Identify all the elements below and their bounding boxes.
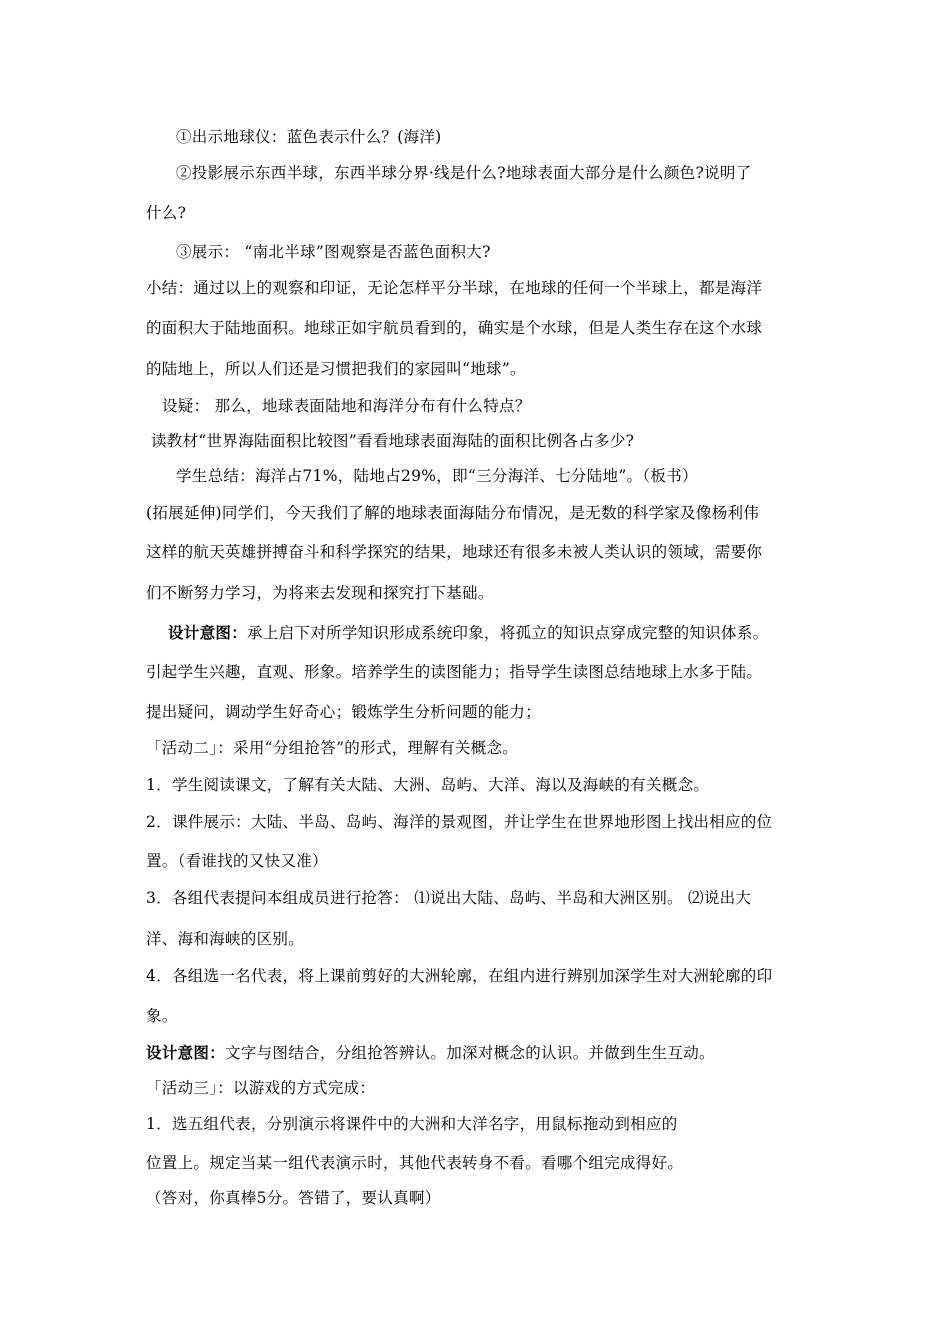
text-line: 置。（看谁找的又快又准）: [146, 852, 328, 870]
text-line: 的面积大于陆地面积。地球正如宇航员看到的，确实是个水球，但是人类生存在这个水球: [146, 319, 763, 337]
text-line: 小结：通过以上的观察和印证，无论怎样平分半球，在地球的任何一个半球上，都是海洋: [146, 279, 763, 297]
text-line: 位置上。规定当某一组代表演示时，其他代表转身不看。看哪个组完成得好。: [146, 1154, 684, 1172]
text-line: 读教材“世界海陆面积比较图”看看地球表面海陆的面积比例各占多少?: [151, 432, 635, 450]
text-line: 学生总结：海洋占71%，陆地占29%，即“三分海洋、七分陆地”。（板书）: [176, 467, 698, 485]
design-intent-text: 文字与图结合，分组抢答辨认。加深对概念的认识。并做到生生互动。: [225, 1044, 715, 1062]
text-line: 提出疑问，调动学生好奇心；锻炼学生分析问题的能力；: [146, 703, 542, 721]
activity-heading: 「活动三」：以游戏的方式完成：: [146, 1079, 376, 1097]
text-line: ②投影展示东西半球，东西半球分界·线是什么?地球表面大部分是什么颜色?说明了: [176, 164, 752, 182]
text-line: ①出示地球仪：蓝色表示什么？(海洋): [176, 128, 442, 146]
design-intent-label: 设计意图：: [146, 1043, 226, 1062]
design-intent-text: 承上启下对所学知识形成系统印象，将孤立的知识点穿成完整的知识体系。: [247, 624, 769, 642]
text-line: 设疑： 那么，地球表面陆地和海洋分布有什么特点？: [162, 397, 531, 415]
text-line: 引起学生兴趣，直观、形象。培养学生的读图能力；指导学生读图总结地球上水多于陆。: [146, 663, 763, 681]
text-line: (拓展延伸)同学们，今天我们了解的地球表面海陆分布情况，是无数的科学家及像杨利伟: [146, 504, 760, 522]
text-line: 洋、海和海峡的区别。: [146, 930, 305, 948]
text-line: （答对，你真棒5分。答错了，要认真啊）: [146, 1189, 441, 1207]
list-item: 1．选五组代表，分别演示将课件中的大洲和大洋名字，用鼠标拖动到相应的: [146, 1115, 678, 1133]
activity-heading: 「活动二」：采用“分组抢答”的形式，理解有关概念。: [146, 739, 519, 757]
list-item: 1．学生阅读课文，了解有关大陆、大洲、岛屿、大洋、海以及海峡的有关概念。: [146, 776, 710, 794]
text-line: 这样的航天英雄拼搏奋斗和科学探究的结果，地球还有很多未被人类认识的领域，需要你: [146, 543, 763, 561]
text-line: 的陆地上，所以人们还是习惯把我们的家园叫“地球”。: [146, 360, 526, 378]
design-intent-line: [168, 623, 768, 643]
text-line: 们不断努力学习，为将来去发现和探究打下基础。: [146, 584, 494, 602]
text-line: 什么?: [146, 204, 187, 222]
design-intent-line: [146, 1043, 715, 1063]
list-item: 4．各组选一名代表，将上课前剪好的大洲轮廓，在组内进行辨别加深学生对大洲轮廓的印: [146, 967, 773, 985]
text-line: 象。: [146, 1007, 178, 1025]
list-item: 2．课件展示：大陆、半岛、岛屿、海洋的景观图，并让学生在世界地形图上找出相应的位: [146, 813, 773, 831]
design-intent-label: 设计意图：: [168, 623, 248, 642]
list-item: 3．各组代表提问本组成员进行抢答： ⑴说出大陆、岛屿、半岛和大洲区别。 ⑵说出大: [146, 889, 752, 907]
text-line: ③展示： “南北半球”图观察是否蓝色面积大?: [176, 243, 491, 261]
